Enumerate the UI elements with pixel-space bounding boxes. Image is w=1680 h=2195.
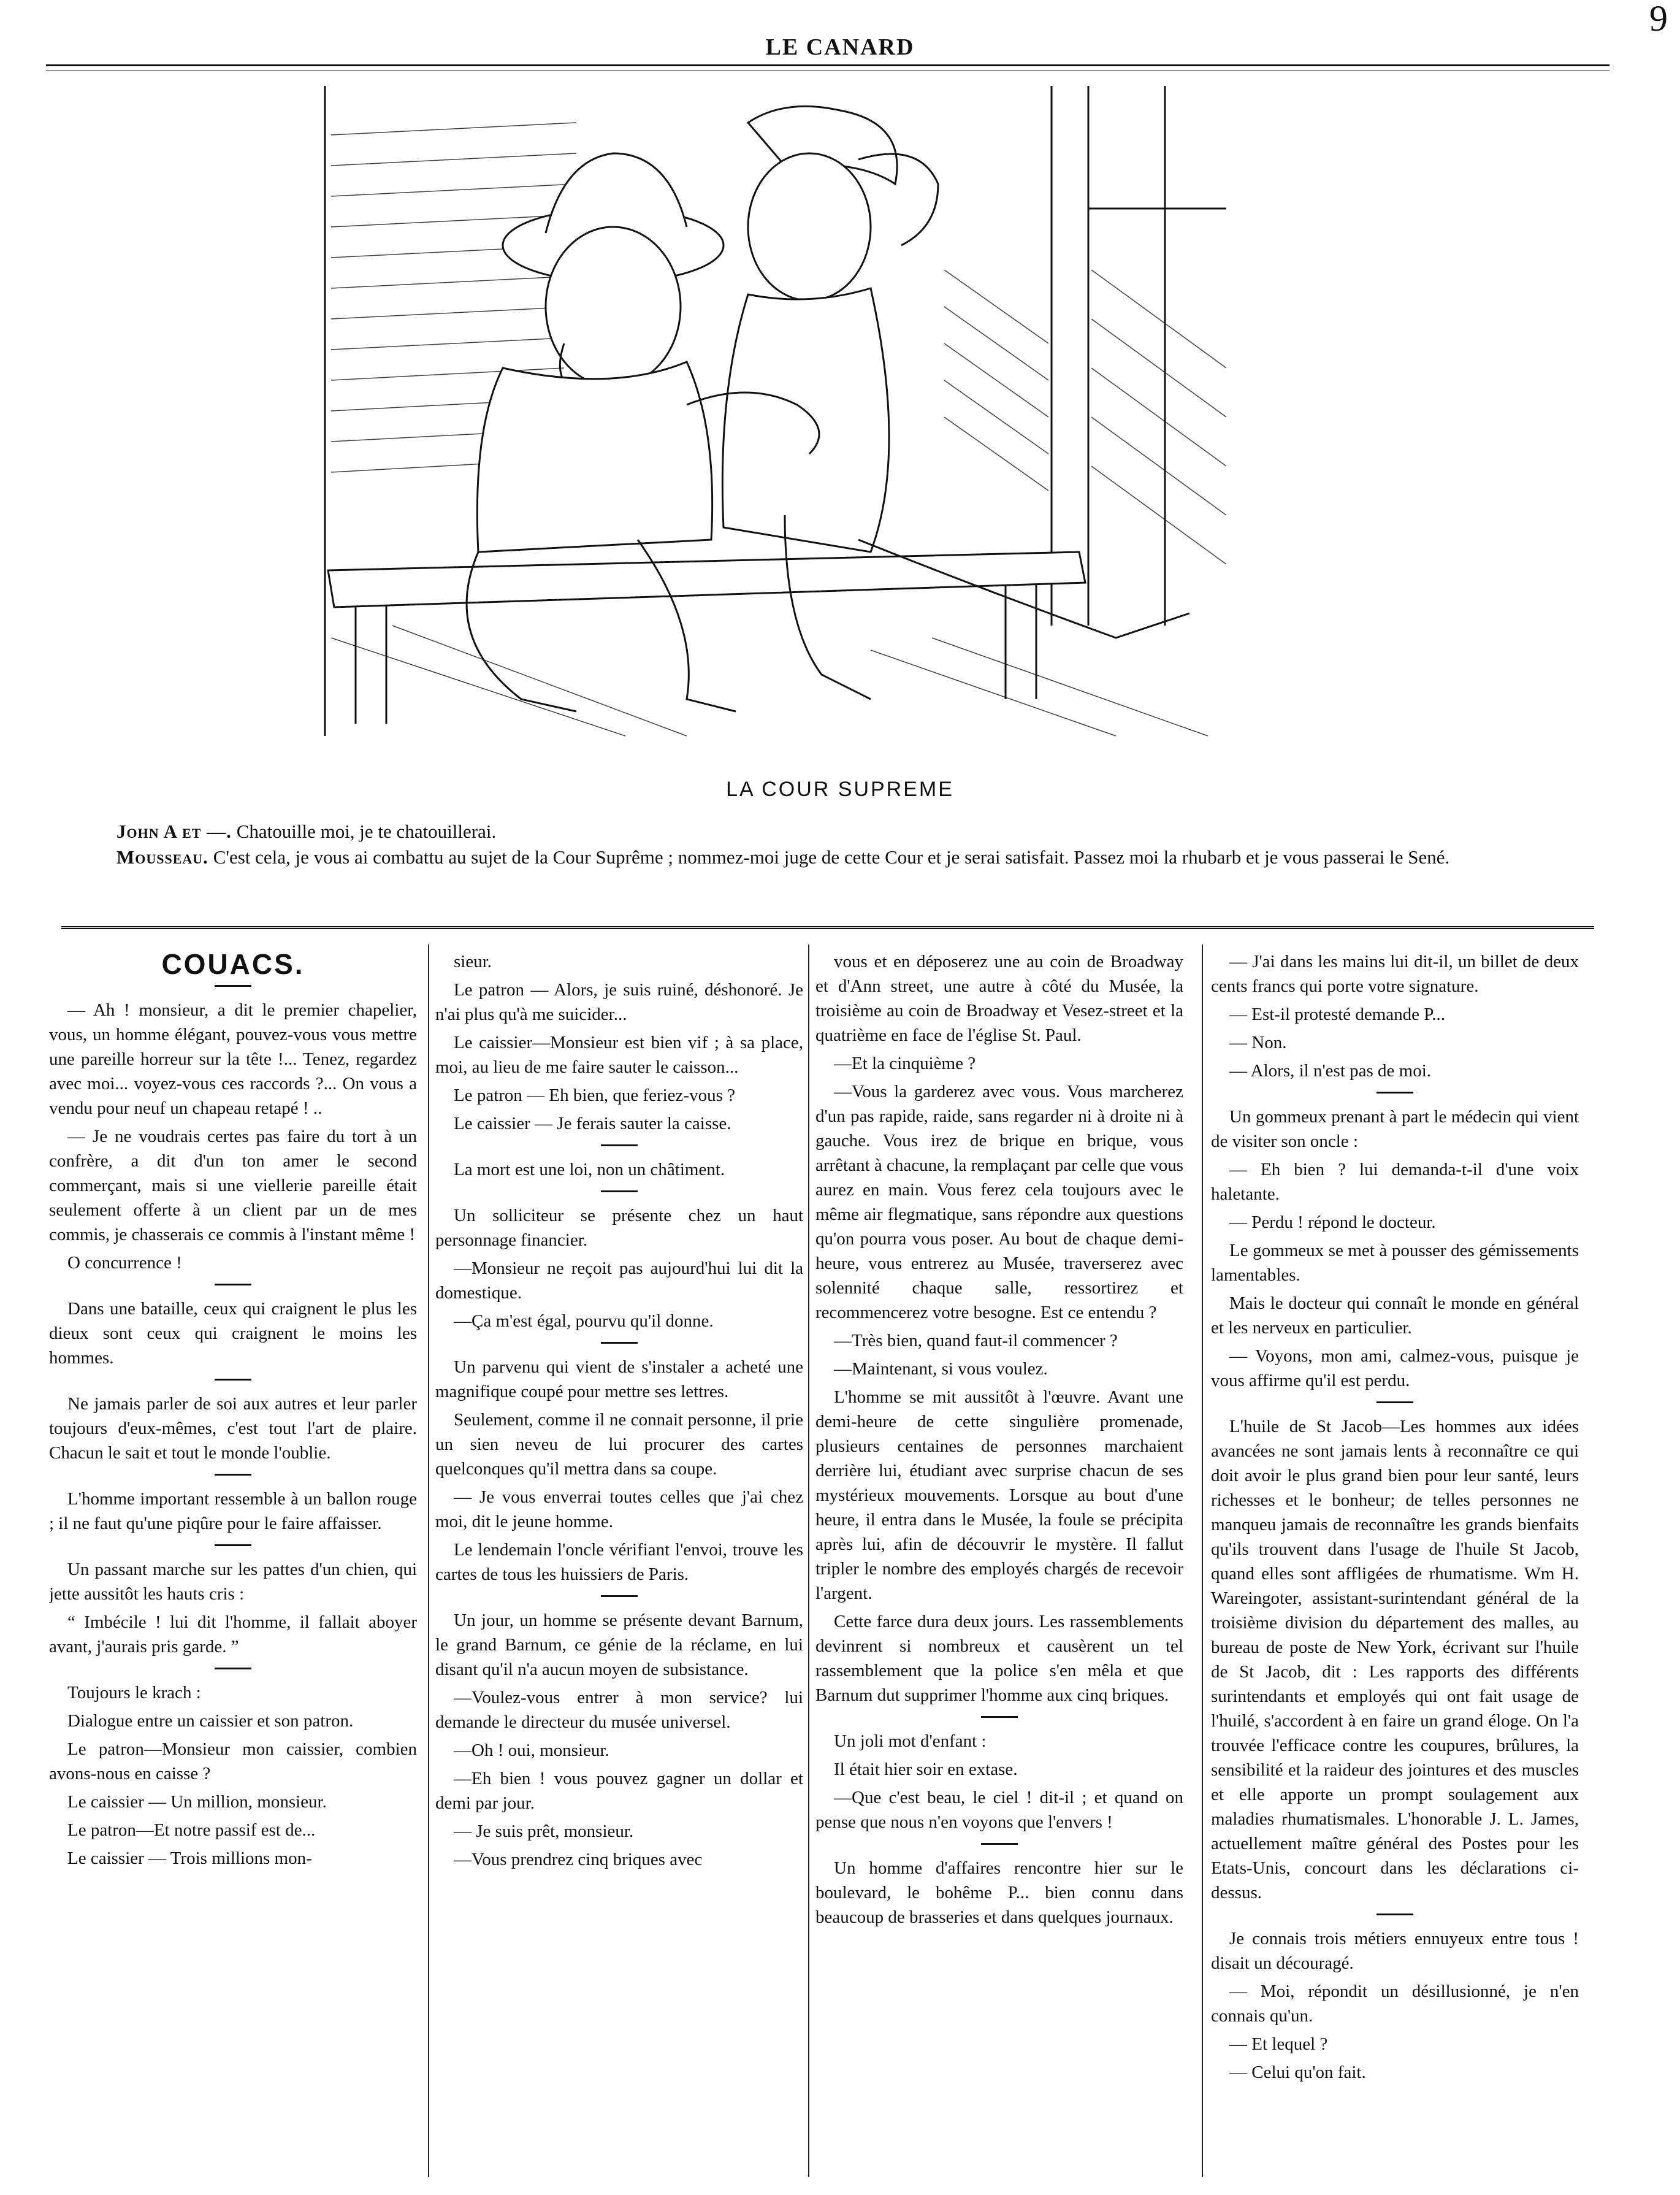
column-paragraph: — Perdu ! répond le docteur. [1229, 1212, 1436, 1232]
column-paragraph: L'homme se mit aussitôt à l'œuvre. Avant une demi-heure de cette singulière promenade, plusieurs centaines de personnes marchaient derrière lui, étudiant avec surprise chacun de ses mystérieux mouvements. Lorsque au bout d'une heure, il entra dans le Musée, la foule se précipita après lui, afin de découvrir le mystère. Il fallut tripler le nombre des employés chargés de recevoir l'argent. [815, 1387, 1183, 1603]
article-column-1 [49, 949, 417, 2173]
column-paragraph: —Vous prendrez cinq briques avec [454, 1850, 703, 1869]
section-separator [215, 1379, 251, 1381]
column-paragraph: —Que c'est beau, le ciel ! dit-il ; et quand on pense que nous n'en voyons que l'envers ! [815, 1788, 1183, 1832]
section-separator [981, 1716, 1018, 1718]
column-paragraph: — Alors, il n'est pas de moi. [1229, 1061, 1432, 1081]
column-paragraph: L'huile de St Jacob—Les hommes aux idées avancées ne sont jamais lents à reconnaître ce qui doit avoir le plus grand bien pour leur santé, leurs richesses et le bonheur; de telles personnes ne manqueu jamais de reconnaître les grands bienfaits qu'ils trouvent dans l'usage de l'huile St Jacob, quand elles sont affligées de rhumatisme. Wm H. Wareingoter, assistant-surintendant général de la troisième division du département des malles, au bureau de poste de New York, écrivant sur l'huile de St Jacob, dit : Les rapports des différents surintendants et employés qui ont fait usage de l'huilé, s'accordent à en faire un grand éloge. On l'a trouvée l'efficace contre les coupures, brûlures, la sensibilité et la raideur des jointures et des muscles et elle apporte un prompt soulagement aux maladies rhumatismales. L'honorable J. L. James, actuellement maître général des Postes pour les Etats-Unis, concourt dans les déclarations ci-dessus. [1211, 1417, 1579, 1902]
section-rule [61, 926, 1594, 929]
section-separator [601, 1595, 638, 1597]
cartoon-caption [116, 819, 1576, 870]
column-paragraph: —Monsieur ne reçoit pas aujourd'hui lui dit la domestique. [435, 1258, 803, 1303]
column-paragraph: L'homme important ressemble à un ballon rouge ; il ne faut qu'une piqûre pour le faire affaisser. [49, 1489, 417, 1533]
caption-speaker-1: John A et —. [116, 821, 232, 842]
article-column-3 [815, 949, 1183, 2173]
column-paragraph: Je connais trois métiers ennuyeux entre tous ! disait un découragé. [1211, 1929, 1579, 1973]
column-paragraph: —Maintenant, si vous voulez. [834, 1359, 1048, 1379]
column-paragraph: La mort est une loi, non un châtiment. [454, 1160, 725, 1179]
heading-rule [215, 985, 251, 987]
column-paragraph: “ Imbécile ! lui dit l'homme, il fallait aboyer avant, j'aurais pris garde. ” [49, 1612, 417, 1657]
column-divider [808, 944, 809, 2177]
column-paragraph: — Celui qu'on fait. [1229, 2063, 1366, 2082]
section-separator [215, 1474, 251, 1476]
section-separator [981, 1843, 1018, 1845]
column-paragraph: Le lendemain l'oncle vérifiant l'envoi, trouve les cartes de tous les huissiers de Paris. [435, 1540, 803, 1584]
column-paragraph: — Moi, répondit un désillusionné, je n'en connais qu'un. [1211, 1982, 1579, 2026]
column-paragraph: Un parvenu qui vient de s'instaler a acheté une magnifique coupé pour mettre ses lettres. [435, 1357, 803, 1401]
column-paragraph: —Très bien, quand faut-il commencer ? [834, 1331, 1118, 1350]
column-paragraph: — Eh bien ? lui demanda-t-il d'une voix haletante. [1211, 1160, 1579, 1204]
column-paragraph: Dans une bataille, ceux qui craignent le plus les dieux sont ceux qui craignent le moins les hommes. [49, 1299, 417, 1368]
caption-text-1: Chatouille moi, je te chatouillerai. [236, 821, 497, 842]
article-column-2 [435, 949, 803, 2173]
column-paragraph: — Est-il protesté demande P... [1229, 1005, 1445, 1024]
caption-text-2: C'est cela, je vous ai combattu au sujet de la Cour Suprême ; nommez-moi juge de cette Cour et je serai satisfait. Passez moi la rhubarb et je vous passerai le Sené. [213, 846, 1450, 868]
column-paragraph: Ne jamais parler de soi aux autres et leur parler toujours d'eux-mêmes, c'est tout l'art de plaire. Chacun le sait et tout le monde l'oublie. [49, 1394, 417, 1463]
column-paragraph: Le caissier—Monsieur est bien vif ; à sa place, moi, au lieu de me faire sauter le caisson... [435, 1033, 803, 1077]
section-separator [601, 1144, 638, 1146]
column-paragraph: —Et la cinquième ? [834, 1054, 976, 1073]
column-divider [1202, 944, 1203, 2177]
section-separator [1376, 1092, 1413, 1094]
column-paragraph: — Je vous enverrai toutes celles que j'ai chez moi, dit le jeune homme. [435, 1487, 803, 1531]
column-paragraph: Le caissier — Trois millions mon- [67, 1848, 312, 1868]
column-paragraph: Seulement, comme il ne connait personne, il prie un sien neveu de lui procurer des cartes quelconques qu'il mettra dans sa coupe. [435, 1410, 803, 1479]
column-paragraph: —Oh ! oui, monsieur. [454, 1741, 609, 1760]
column-paragraph: Un passant marche sur les pattes d'un chien, qui jette aussitôt les hauts cris : [49, 1560, 417, 1604]
section-separator [1376, 1401, 1413, 1403]
column-paragraph: —Voulez-vous entrer à mon service? lui demande le directeur du musée universel. [435, 1688, 803, 1732]
column-paragraph: — Je suis prêt, monsieur. [454, 1822, 634, 1841]
section-separator [215, 1544, 251, 1546]
column-paragraph: —Ça m'est égal, pourvu qu'il donne. [454, 1311, 714, 1331]
section-separator [601, 1342, 638, 1344]
column-paragraph: Toujours le krach : [67, 1683, 201, 1703]
section-separator [215, 1668, 251, 1669]
column-paragraph: Il était hier soir en extase. [834, 1760, 1018, 1779]
column-heading: COUACS. [161, 949, 305, 980]
masthead: LE CANARD [765, 34, 915, 60]
column-paragraph: Le patron — Eh bien, que feriez-vous ? [454, 1086, 735, 1105]
caption-speaker-2: Mousseau. [116, 846, 208, 868]
section-separator [601, 1190, 638, 1192]
column-paragraph: Le patron—Et notre passif est de... [67, 1820, 316, 1840]
column-paragraph: Le caissier — Je ferais sauter la caisse. [454, 1114, 731, 1133]
column-paragraph: — J'ai dans les mains lui dit-il, un billet de deux cents francs qui porte votre signature. [1211, 952, 1579, 996]
cartoon-title: LA COUR SUPREME [726, 778, 954, 801]
caption-line-2 [116, 845, 1576, 870]
column-paragraph: Le patron — Alors, je suis ruiné, déshonoré. Je n'ai plus qu'à me suicider... [435, 980, 803, 1024]
column-paragraph: — Voyons, mon ami, calmez-vous, puisque je vous affirme qu'il est perdu. [1211, 1346, 1579, 1390]
column-paragraph: — Et lequel ? [1229, 2034, 1328, 2054]
column-paragraph: Le gommeux se met à pousser des gémissements lamentables. [1211, 1241, 1579, 1285]
column-paragraph: —Vous la garderez avec vous. Vous marcherez d'un pas rapide, raide, sans regarder ni à droite ni à gauche. Vous irez de brique en brique, vous arrêtant à chacune, la remplaçant par celle que vous aurez en main. Vous ferez cela toujours avec le même air flegmatique, sans répondre aux questions qu'on pourra vous poser. Au bout de chaque demi-heure, vous entrerez au Musée, traverserez avec solennité chaque salle, ressortirez et recommencerez votre besogne. Est ce entendu ? [815, 1082, 1183, 1322]
column-paragraph: Un joli mot d'enfant : [834, 1731, 987, 1751]
column-paragraph: Un gommeux prenant à part le médecin qui vient de visiter son oncle : [1211, 1107, 1579, 1151]
column-paragraph: —Eh bien ! vous pouvez gagner un dollar et demi par jour. [435, 1769, 803, 1813]
column-paragraph: Le patron—Monsieur mon caissier, combien avons-nous en caisse ? [49, 1739, 417, 1783]
column-paragraph: — Non. [1229, 1033, 1287, 1052]
section-separator [215, 1284, 251, 1285]
column-paragraph: Le caissier — Un million, monsieur. [67, 1792, 327, 1812]
column-paragraph: Un jour, un homme se présente devant Barnum, le grand Barnum, ce génie de la réclame, en lui disant qu'il n'a aucun moyen de subsistance. [435, 1611, 803, 1679]
column-paragraph: Cette farce dura deux jours. Les rassemblements devinrent si nombreux et causèrent un tel rassemblement que la police s'en mêla et que Barnum dut supprimer l'homme aux cinq briques. [815, 1612, 1183, 1705]
page-number: 9 [1649, 0, 1668, 39]
column-paragraph: Un solliciteur se présente chez un haut personnage financier. [435, 1206, 803, 1250]
column-paragraph: vous et en déposerez une au coin de Broadway et d'Ann street, une autre à côté du Musée, la troisième au coin de Broadway et Vesez-street et la quatrième en face de l'église St. Paul. [815, 952, 1183, 1045]
article-column-4 [1211, 949, 1579, 2173]
cartoon-illustration [319, 86, 1245, 748]
column-paragraph: Un homme d'affaires rencontre hier sur le boulevard, le bohême P... bien connu dans beaucoup de brasseries et dans quelques journaux. [815, 1858, 1183, 1927]
column-paragraph: — Je ne voudrais certes pas faire du tort à un confrère, a dit d'un ton amer le second commerçant, mais si une viellerie pareille était seulement offerte à un client par un de mes commis, je chasserais ce commis à l'instant même ! [49, 1127, 417, 1244]
column-paragraph: O concurrence ! [67, 1253, 182, 1273]
section-separator [1376, 1913, 1413, 1915]
column-paragraph: Dialogue entre un caissier et son patron. [67, 1711, 354, 1731]
caption-line-1 [116, 819, 1576, 845]
column-paragraph: Mais le docteur qui connaît le monde en général et les nerveux en particulier. [1211, 1293, 1579, 1338]
column-divider [428, 944, 429, 2177]
header-rule [46, 64, 1609, 66]
column-paragraph: sieur. [454, 952, 492, 971]
column-paragraph: — Ah ! monsieur, a dit le premier chapelier, vous, un homme élégant, pouvez-vous vous mettre une pareille horreur sur la tête !... Tenez, regardez avec moi... voyez-vous ces raccords ?... On vous a vendu pour neuf un chapeau retapé ! .. [49, 1000, 417, 1118]
